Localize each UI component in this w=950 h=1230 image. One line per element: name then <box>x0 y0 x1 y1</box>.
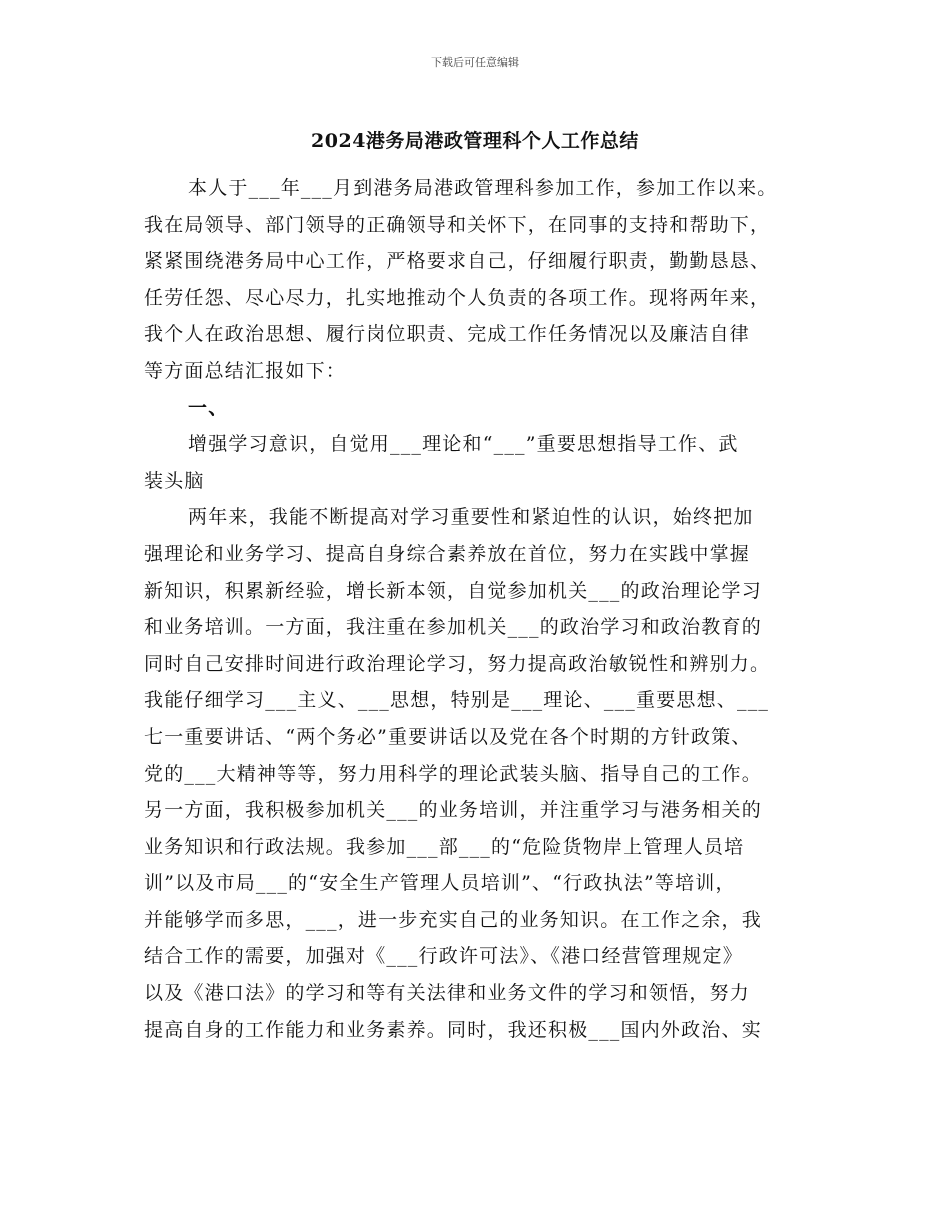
paragraph-line: 装头脑 <box>144 469 205 492</box>
paragraph-line: 提高自身的工作能力和业务素养。同时，我还积极___国内外政治、实 <box>144 1018 762 1041</box>
document-title: 2024港务局港政管理科个人工作总结 <box>311 130 639 152</box>
paragraph-line: 两年来，我能不断提高对学习重要性和紧迫性的认识，始终把加 <box>188 506 754 529</box>
paragraph-line: 训”以及市局___的“安全生产管理人员培训”、“行政执法”等培训， <box>144 872 736 895</box>
paragraph-line: 本人于___年___月到港务局港政管理科参加工作，参加工作以来。 <box>188 177 778 199</box>
document-body <box>144 170 826 1048</box>
paragraph-line: 等方面总结汇报如下： <box>144 359 347 382</box>
paragraph-line: 我在局领导、部门领导的正确领导和关怀下，在同事的支持和帮助下， <box>144 213 771 236</box>
header-note: 下载后可任意编辑 <box>431 56 519 69</box>
paragraph-line: 我能仔细学习___主义、___思想，特别是___理论、___重要思想、___ <box>144 689 770 712</box>
paragraph-line: 强理论和业务学习、提高自身综合素养放在首位，努力在实践中掌握 <box>144 542 751 565</box>
paragraph-line: 紧紧围绕港务局中心工作，严格要求自己，仔细履行职责，勤勤恳恳、 <box>144 250 771 273</box>
paragraph-line: 结合工作的需要，加强对《___行政许可法》、《港口经营管理规定》 <box>144 945 743 968</box>
paragraph-line: 我个人在政治思想、履行岗位职责、完成工作任务情况以及廉洁自律 <box>144 323 751 346</box>
paragraph-line: 任劳任怨、尽心尽力，扎实地推动个人负责的各项工作。现将两年来， <box>144 286 771 309</box>
paragraph-line: 同时自己安排时间进行政治理论学习，努力提高政治敏锐性和辨别力。 <box>144 652 771 675</box>
section-heading: 一、 <box>188 396 229 419</box>
paragraph-line: 增强学习意识，自觉用___理论和“___”重要思想指导工作、武 <box>188 433 739 456</box>
paragraph-line: 新知识，积累新经验，增长新本领，自觉参加机关___的政治理论学习 <box>144 579 762 602</box>
paragraph-line: 并能够学而多思，___，进一步充实自己的业务知识。在工作之余，我 <box>144 908 762 931</box>
paragraph-line: 党的___大精神等等，努力用科学的理论武装头脑、指导自己的工作。 <box>144 762 762 785</box>
paragraph-line: 和业务培训。一方面，我注重在参加机关___的政治学习和政治教育的 <box>144 616 762 639</box>
paragraph-line: 另一方面，我积极参加机关___的业务培训，并注重学习与港务相关的 <box>144 799 762 822</box>
paragraph-line: 业务知识和行政法规。我参加___部___的“危险货物岸上管理人员培 <box>144 835 745 858</box>
paragraph-line: 以及《港口法》的学习和等有关法律和业务文件的学习和领悟，努力 <box>144 982 751 1005</box>
paragraph-line: 七一重要讲话、“两个务必”重要讲话以及党在各个时期的方针政策、 <box>144 725 752 748</box>
